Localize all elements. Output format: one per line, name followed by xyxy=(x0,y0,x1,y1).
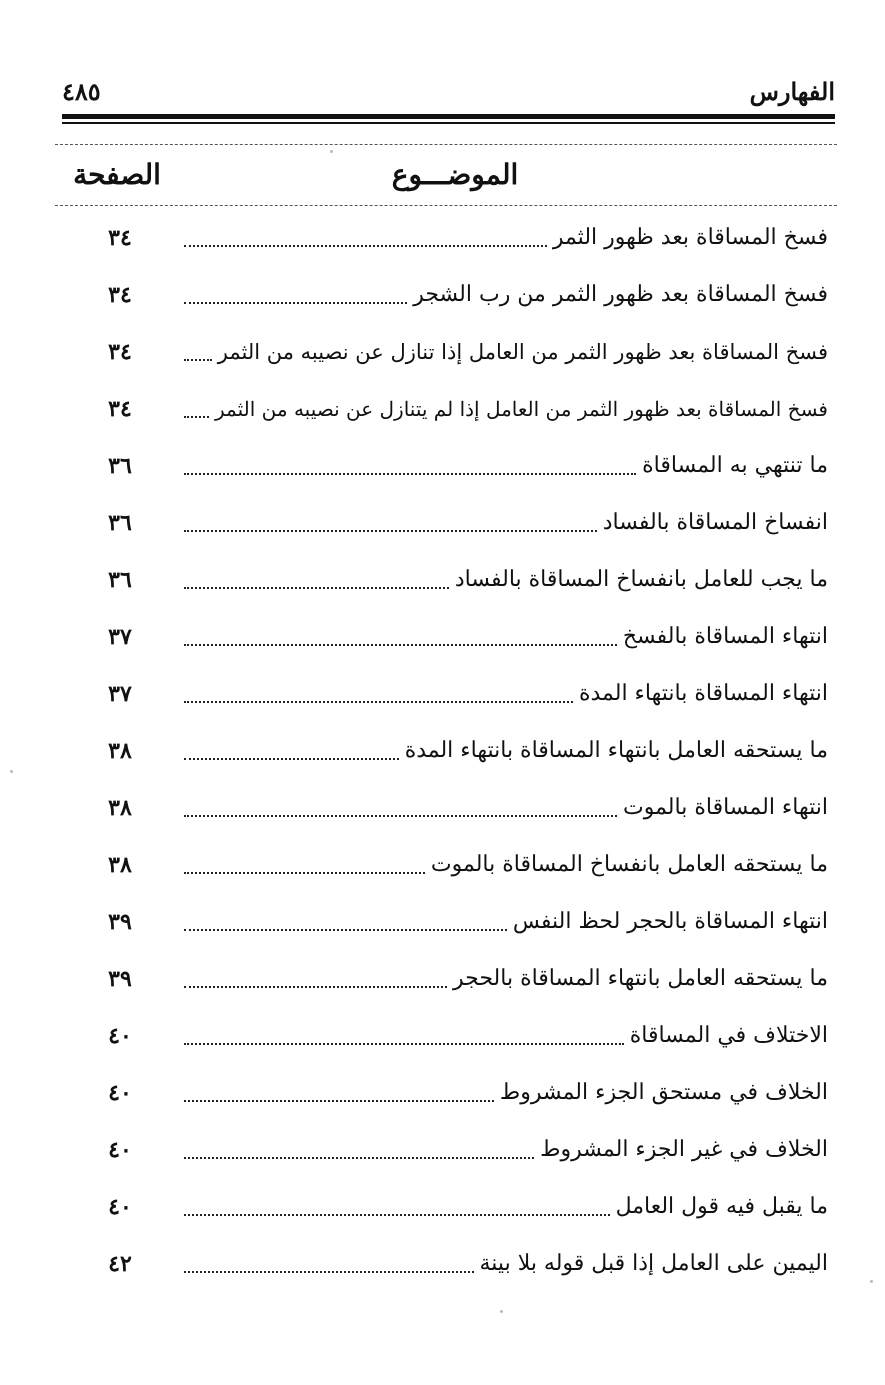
entry xyxy=(184,277,828,313)
index-row xyxy=(0,1238,885,1290)
entry xyxy=(184,790,828,826)
entry-topic: انفساخ المساقاة بالفساد xyxy=(602,510,828,535)
dot-leader xyxy=(184,986,447,988)
entry xyxy=(184,505,828,541)
entry-topic: انتهاء المساقاة بالفسخ xyxy=(622,624,828,649)
dot-leader xyxy=(184,473,636,475)
entry xyxy=(184,1132,828,1168)
paper-speck xyxy=(500,1310,503,1313)
entry xyxy=(184,334,828,370)
entry xyxy=(184,904,828,940)
entry xyxy=(184,619,828,655)
index-row xyxy=(0,554,885,606)
index-row xyxy=(0,839,885,891)
index-row xyxy=(0,1010,885,1062)
entry-topic: انتهاء المساقاة بالحجر لحظ النفس xyxy=(512,909,828,934)
entry-topic: فسخ المساقاة بعد ظهور الثمر xyxy=(552,225,828,250)
entry-page: ٤٠ xyxy=(108,1137,132,1163)
entry-page: ٣٨ xyxy=(108,795,132,821)
entry-topic: اليمين على العامل إذا قبل قوله بلا بينة xyxy=(479,1251,828,1276)
index-row xyxy=(0,212,885,264)
page-number: ٤٨٥ xyxy=(62,77,101,106)
entry-topic: ما يستحقه العامل بانتهاء المساقاة بالحجر xyxy=(453,966,828,991)
column-header-top-divider xyxy=(55,144,837,145)
entry xyxy=(184,733,828,769)
entry-topic: فسخ المساقاة بعد ظهور الثمر من العامل إذا تنازل عن نصيبه من الثمر xyxy=(217,340,828,364)
entry-page: ٣٨ xyxy=(108,738,132,764)
column-header-page: الصفحة xyxy=(73,158,161,191)
dot-leader xyxy=(184,245,547,247)
dot-leader xyxy=(184,359,212,361)
dot-leader xyxy=(184,1043,624,1045)
dot-leader xyxy=(184,701,573,703)
entry xyxy=(184,562,828,598)
entry-topic: انتهاء المساقاة بانتهاء المدة xyxy=(578,681,828,706)
index-row xyxy=(0,668,885,720)
index-row xyxy=(0,896,885,948)
entry-page: ٣٧ xyxy=(108,681,132,707)
entry-topic: ما تنتهي به المساقاة xyxy=(642,453,828,478)
entry-page: ٤٠ xyxy=(108,1023,132,1049)
index-row xyxy=(0,611,885,663)
entry-page: ٣٦ xyxy=(108,510,132,536)
index-row xyxy=(0,1067,885,1119)
dot-leader xyxy=(184,1100,494,1102)
dot-leader xyxy=(184,644,617,646)
dot-leader xyxy=(184,815,617,817)
entry-page: ٣٤ xyxy=(108,282,132,308)
entry xyxy=(184,1075,828,1111)
entry-topic: الخلاف في مستحق الجزء المشروط xyxy=(499,1080,828,1105)
column-header-bottom-divider xyxy=(55,205,837,206)
entry xyxy=(184,847,828,883)
entry-page: ٣٨ xyxy=(108,852,132,878)
index-row xyxy=(0,326,885,378)
index-row xyxy=(0,953,885,1005)
dot-leader xyxy=(184,1271,474,1273)
paper-speck xyxy=(870,1280,873,1283)
entry-page: ٣٩ xyxy=(108,909,132,935)
entry-page: ٣٦ xyxy=(108,453,132,479)
dot-leader xyxy=(184,587,449,589)
entry-topic: فسخ المساقاة بعد ظهور الثمر من العامل إذا لم يتنازل عن نصيبه من الثمر xyxy=(215,397,828,421)
entry-page: ٣٤ xyxy=(108,396,132,422)
index-row xyxy=(0,782,885,834)
entry-page: ٤٠ xyxy=(108,1194,132,1220)
entry-page: ٣٧ xyxy=(108,624,132,650)
dot-leader xyxy=(184,872,425,874)
entry xyxy=(184,961,828,997)
dot-leader xyxy=(184,929,507,931)
index-row xyxy=(0,1124,885,1176)
entry xyxy=(184,1189,828,1225)
entry xyxy=(184,448,828,484)
entry-page: ٣٩ xyxy=(108,966,132,992)
dot-leader xyxy=(184,530,597,532)
entry-topic: ما يجب للعامل بانفساخ المساقاة بالفساد xyxy=(454,567,828,592)
entry xyxy=(184,676,828,712)
entry-topic: انتهاء المساقاة بالموت xyxy=(623,795,828,820)
entry-topic: ما يستحقه العامل بانفساخ المساقاة بالموت xyxy=(430,852,828,877)
dot-leader xyxy=(184,1214,610,1216)
index-row xyxy=(0,1181,885,1233)
paper-speck xyxy=(330,150,333,153)
index-row xyxy=(0,725,885,777)
entry xyxy=(184,391,828,427)
entry-page: ٤٠ xyxy=(108,1080,132,1106)
dot-leader xyxy=(184,302,407,304)
entry-page: ٣٤ xyxy=(108,339,132,365)
header-rule-thick xyxy=(62,114,835,119)
entry xyxy=(184,1246,828,1282)
entry-topic: ما يقبل فيه قول العامل xyxy=(615,1194,828,1219)
index-row xyxy=(0,440,885,492)
entry-page: ٣٤ xyxy=(108,225,132,251)
entry-topic: ما يستحقه العامل بانتهاء المساقاة بانتهاء المدة xyxy=(404,738,828,763)
dot-leader xyxy=(184,758,399,760)
index-row xyxy=(0,383,885,435)
index-row xyxy=(0,269,885,321)
entry-topic: فسخ المساقاة بعد ظهور الثمر من رب الشجر xyxy=(413,282,828,307)
entry xyxy=(184,220,828,256)
dot-leader xyxy=(184,416,209,418)
entry xyxy=(184,1018,828,1054)
entry-topic: الخلاف في غير الجزء المشروط xyxy=(540,1137,828,1162)
index-row xyxy=(0,497,885,549)
header-rule-thin xyxy=(62,122,835,124)
column-header-topic: الموضـــوع xyxy=(391,158,519,191)
dot-leader xyxy=(184,1157,534,1159)
entry-page: ٤٢ xyxy=(108,1251,132,1277)
entry-page: ٣٦ xyxy=(108,567,132,593)
paper-speck xyxy=(10,770,13,773)
section-title: الفهارس xyxy=(749,77,835,106)
entry-topic: الاختلاف في المساقاة xyxy=(629,1023,828,1048)
running-header xyxy=(62,78,835,112)
